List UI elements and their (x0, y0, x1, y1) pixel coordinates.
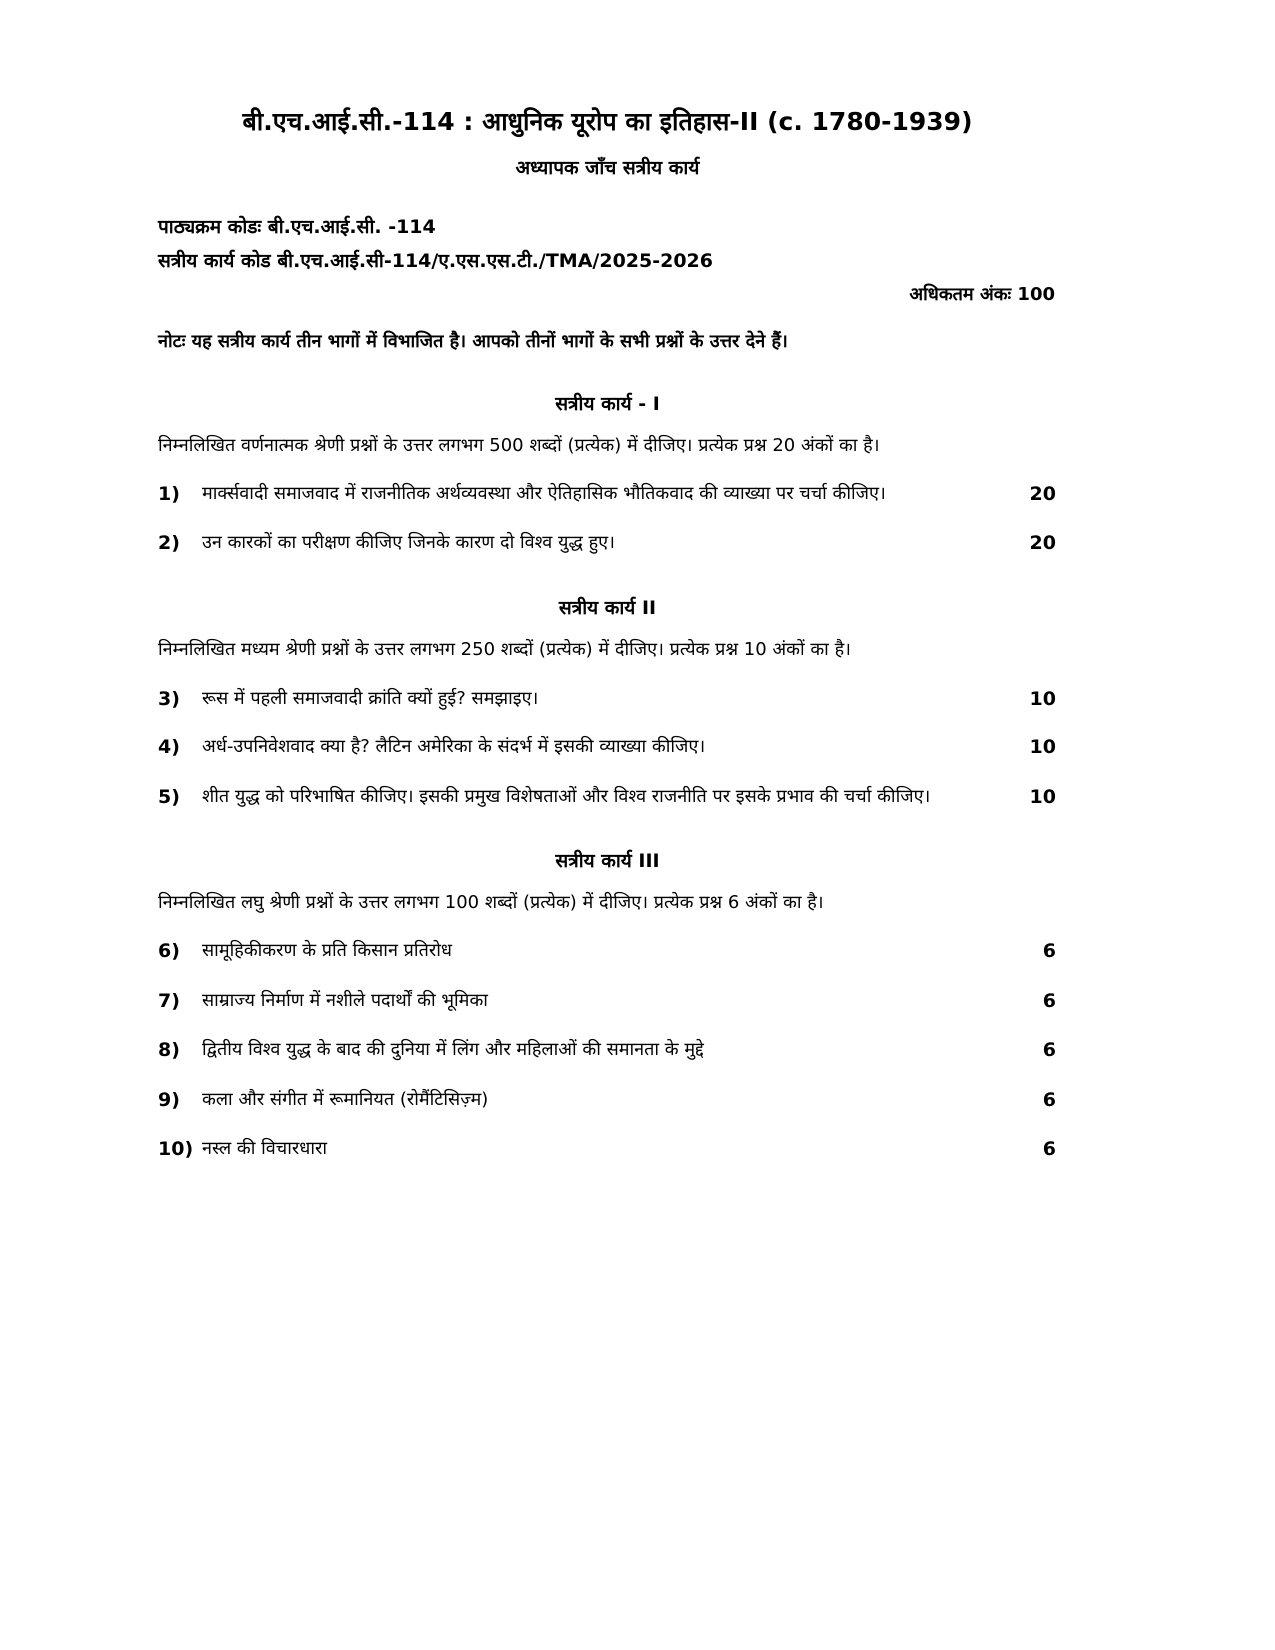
question-number: 6) (158, 940, 180, 962)
question-marks: 6 (1042, 1039, 1056, 1061)
section-heading-3: सत्रीय कार्य III (555, 850, 660, 872)
question-item (158, 1135, 1056, 1163)
question-item (158, 1086, 1056, 1114)
max-marks: अधिकतम अंकः 100 (909, 284, 1055, 305)
question-marks: 20 (1029, 532, 1056, 554)
question-number: 1) (158, 483, 180, 505)
question-item (158, 529, 1056, 557)
question-number: 7) (158, 990, 180, 1012)
question-text: नस्ल की विचारधारा (202, 1138, 328, 1159)
question-marks: 10 (1029, 688, 1056, 710)
question-text: रूस में पहली समाजवादी क्रांति क्यों हुई? समझाइए। (202, 688, 539, 709)
question-marks: 6 (1042, 940, 1056, 962)
question-number: 2) (158, 532, 180, 554)
question-text: द्वितीय विश्व युद्ध के बाद की दुनिया में लिंग और महिलाओं की समानता के मुद्दे (202, 1039, 704, 1060)
question-number: 10) (158, 1138, 194, 1160)
question-text: मार्क्सवादी समाजवाद में राजनीतिक अर्थव्यवस्था और ऐतिहासिक भौतिकवाद की व्याख्या पर चर्चा कीजिए। (202, 483, 886, 504)
question-number: 3) (158, 688, 180, 710)
section-instructions-2: निम्नलिखित मध्यम श्रेणी प्रश्नों के उत्तर लगभग 250 शब्दों (प्रत्येक) में दीजिए। प्रत्येक प्रश्न 10 अंकों का है। (158, 639, 851, 660)
question-marks: 6 (1042, 1089, 1056, 1111)
question-text: सामूहिकीकरण के प्रति किसान प्रतिरोध (202, 940, 452, 961)
question-number: 5) (158, 786, 180, 808)
document-title: बी.एच.आई.सी.-114 : आधुनिक यूरोप का इतिहास-II (c. 1780-1939) (242, 107, 973, 136)
question-text: अर्ध-उपनिवेशवाद क्या है? लैटिन अमेरिका के संदर्भ में इसकी व्याख्या कीजिए। (202, 736, 706, 757)
question-number: 4) (158, 736, 180, 758)
question-item (158, 685, 1056, 713)
question-item (158, 783, 1056, 811)
course-code: पाठ्यक्रम कोडः बी.एच.आई.सी. -114 (158, 216, 436, 238)
assignment-code: सत्रीय कार्य कोड बी.एच.आई.सी-114/ए.एस.एस.टी./TMA/2025-2026 (158, 250, 713, 272)
section-heading-2: सत्रीय कार्य II (558, 597, 657, 619)
question-marks: 10 (1029, 786, 1056, 808)
section-instructions-3: निम्नलिखित लघु श्रेणी प्रश्नों के उत्तर लगभग 100 शब्दों (प्रत्येक) में दीजिए। प्रत्येक प्रश्न 6 अंकों का है। (158, 892, 824, 913)
section-instructions-1: निम्नलिखित वर्णनात्मक श्रेणी प्रश्नों के उत्तर लगभग 500 शब्दों (प्रत्येक) में दीजिए। प्रत्येक प्रश्न 20 अंकों का है। (158, 435, 880, 456)
section-heading-1: सत्रीय कार्य - I (555, 393, 660, 415)
question-marks: 10 (1029, 736, 1056, 758)
question-text: साम्राज्य निर्माण में नशीले पदार्थों की भूमिका (202, 990, 488, 1011)
note: नोटः यह सत्रीय कार्य तीन भागों में विभाजित है। आपको तीनों भागों के सभी प्रश्नों के उत्तर देने हैं। (158, 331, 788, 352)
question-number: 8) (158, 1039, 180, 1061)
question-item (158, 733, 1056, 761)
question-text: उन कारकों का परीक्षण कीजिए जिनके कारण दो विश्व युद्ध हुए। (202, 532, 615, 553)
question-item (158, 1036, 1056, 1064)
question-number: 9) (158, 1089, 180, 1111)
question-item (158, 937, 1056, 965)
question-marks: 6 (1042, 990, 1056, 1012)
question-text: शीत युद्ध को परिभाषित कीजिए। इसकी प्रमुख विशेषताओं और विश्व राजनीति पर इसके प्रभाव की चर्चा कीजिए। (202, 786, 931, 807)
question-item (158, 480, 1056, 508)
question-marks: 20 (1029, 483, 1056, 505)
question-item (158, 987, 1056, 1015)
question-text: कला और संगीत में रूमानियत (रोमैंटिसिज़्म) (202, 1089, 489, 1110)
question-marks: 6 (1042, 1138, 1056, 1160)
document-subtitle: अध्यापक जाँच सत्रीय कार्य (515, 157, 700, 179)
